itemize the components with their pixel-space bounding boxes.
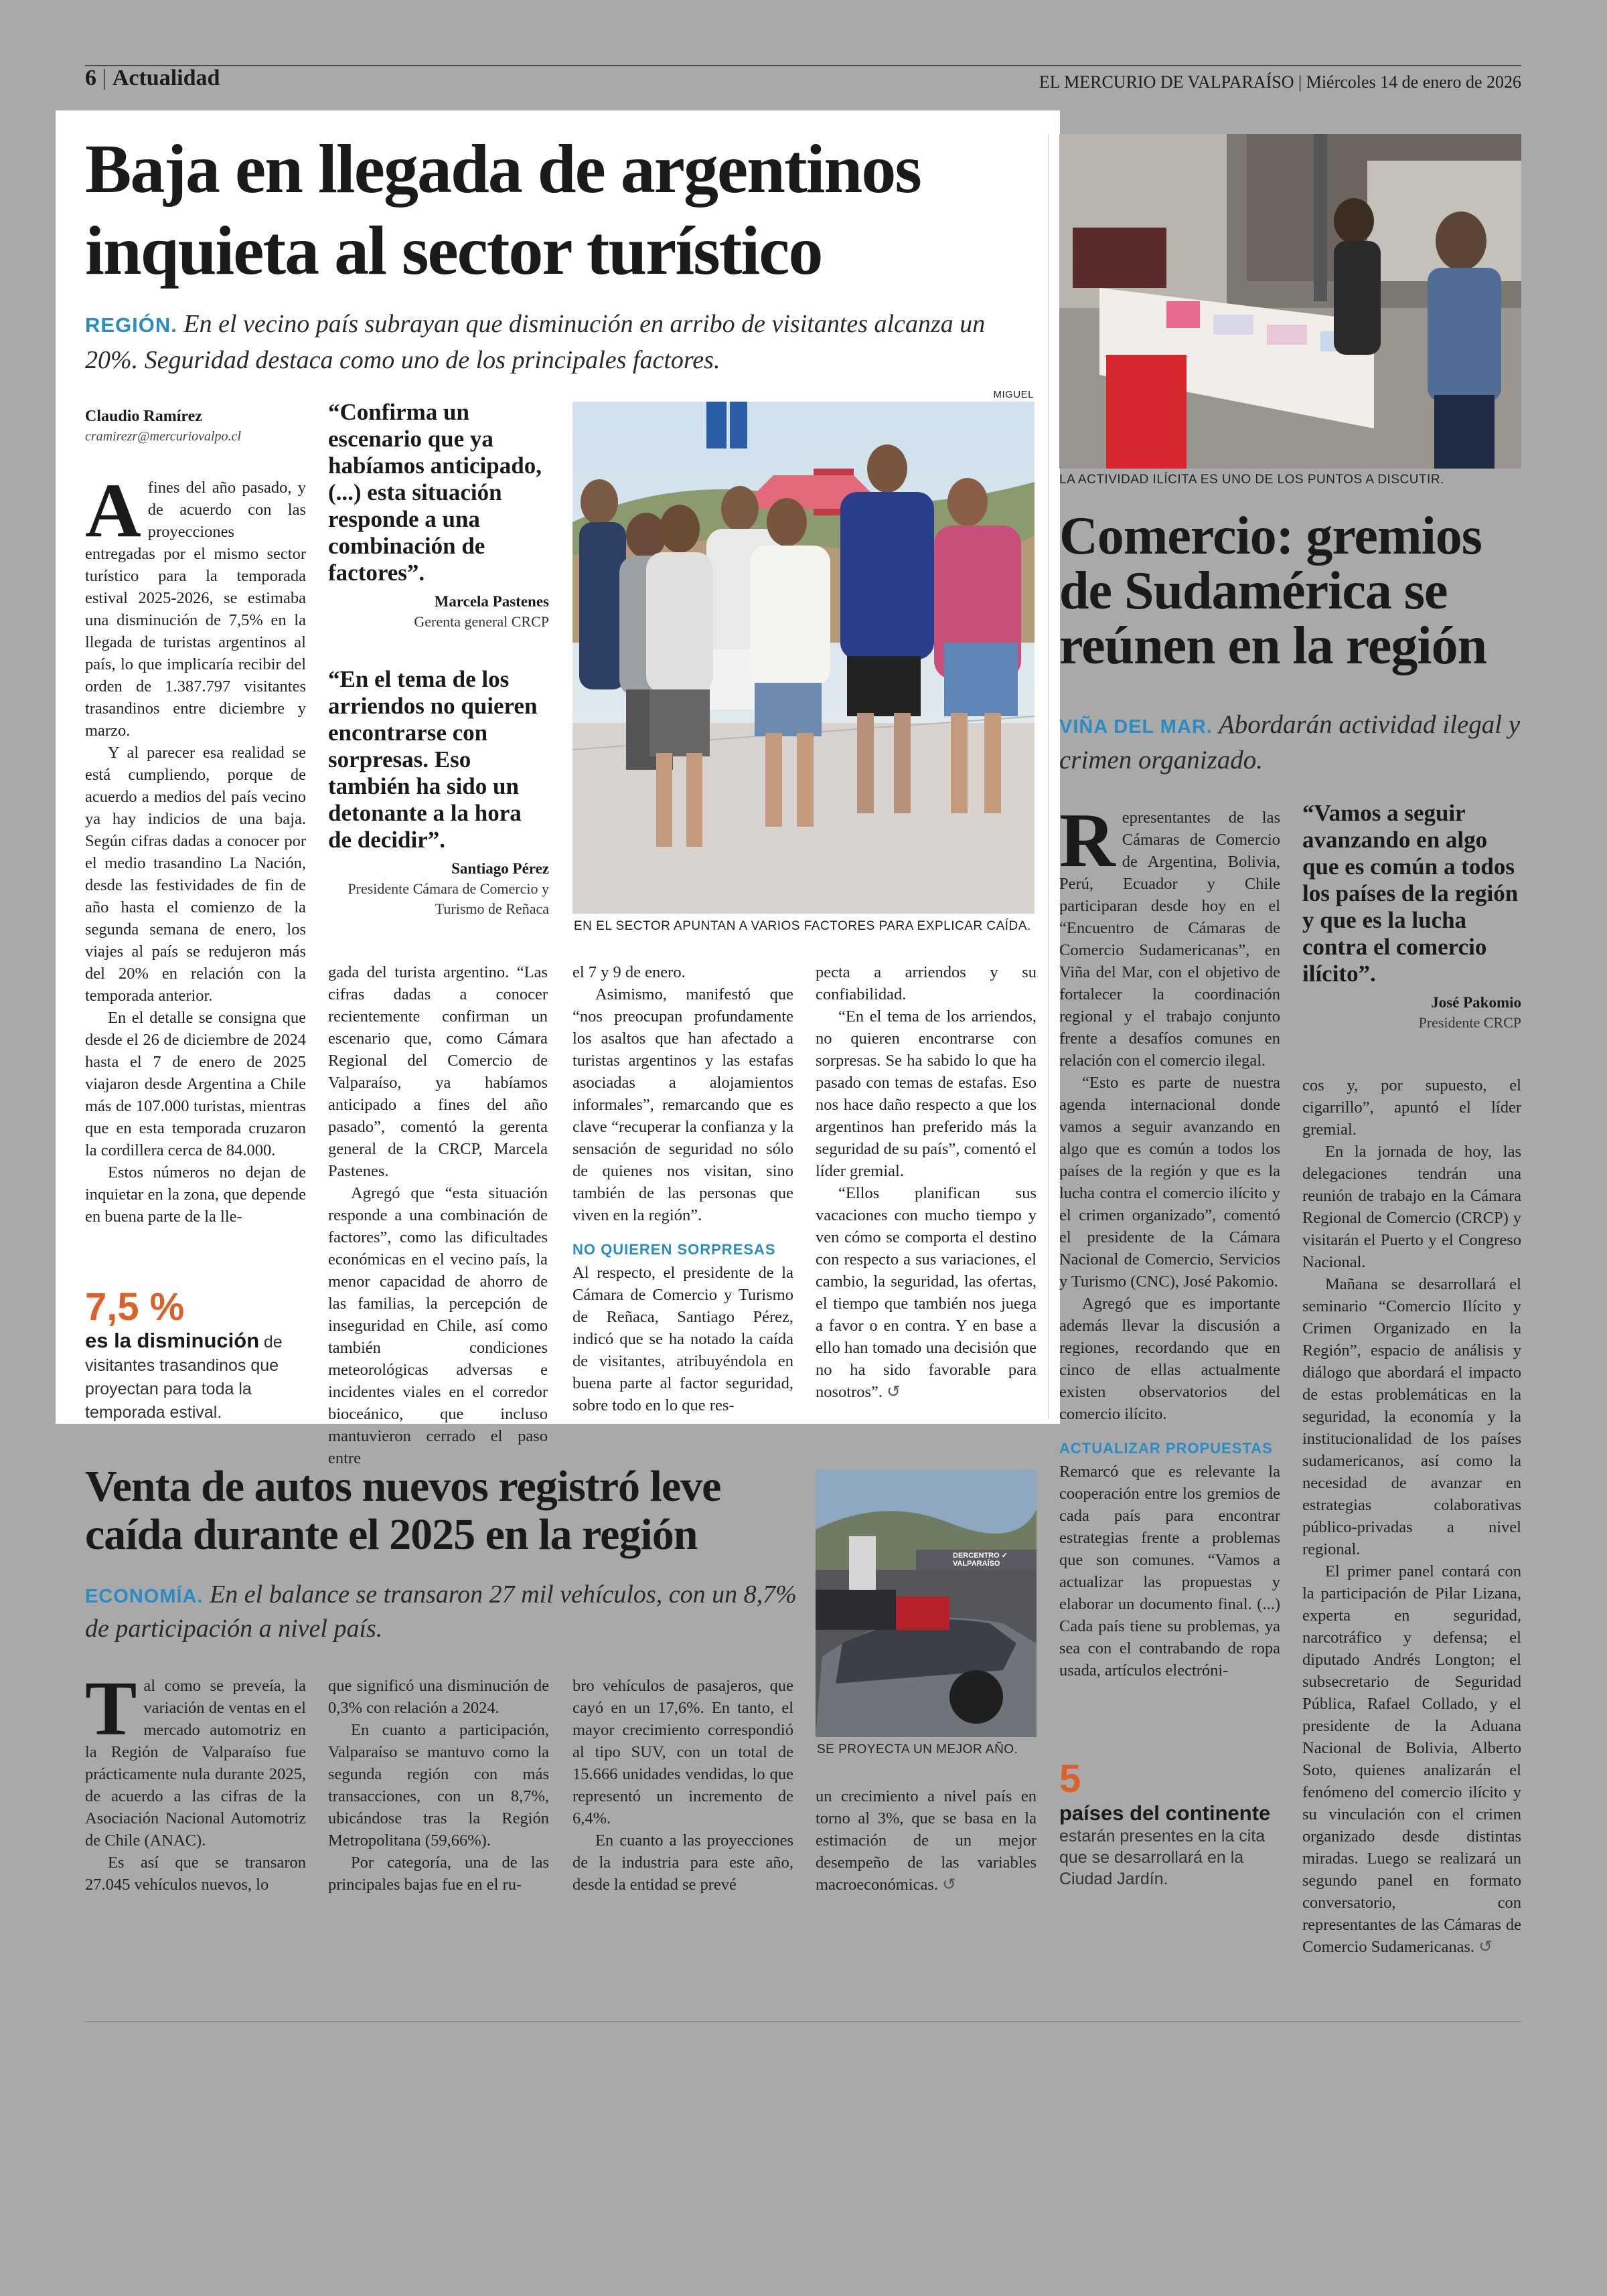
section-name: Actualidad bbox=[112, 66, 220, 90]
main-col4-p3 bbox=[816, 1182, 1037, 1403]
cars-kicker: ECONOMÍA. bbox=[85, 1586, 204, 1607]
main-quote-1-text: “Confirma un escenario que ya habíamos anticipado, (...) esta situación responde a una combinación de factores”. bbox=[328, 399, 542, 586]
author-email: cramirezr@mercuriovalpo.cl bbox=[85, 429, 241, 444]
cars-deck bbox=[85, 1578, 808, 1645]
dealer-sign: DERCENTRO ✓ VALPARAÍSO bbox=[953, 1552, 1008, 1568]
main-stat-box bbox=[85, 1285, 313, 1424]
commerce-photo bbox=[1059, 134, 1521, 469]
main-stat-desc: de visitantes trasandinos que proyectan para toda la temporada estival. bbox=[85, 1333, 283, 1422]
main-photo-credit: MIGUEL bbox=[993, 389, 1034, 400]
main-col1-p3: En el detalle se consigna que desde el 26 de diciembre de 2024 hasta el 7 de enero de 2025 viajaron desde Argentina a Chile más de 107.000 turistas, mientras que en esta temporada cruzaron la cordillera cerca de 84.000. bbox=[85, 1009, 306, 1159]
main-col1-p2: Y al parecer esa realidad se está cumpliendo, porque de acuerdo a medios del país vecino ya hay indicios de una baja. Según cifras dadas a conocer por el medio trasandino La Nación, desde las festividades de fin de año hasta el comienzo de la segunda semana de enero, los viajes al país se redujeron más del 20% en relación con la temporada anterior. bbox=[85, 744, 306, 1005]
cars-col1-p2: Es así que se transaron 27.045 vehículos nuevos, lo bbox=[85, 1854, 306, 1894]
main-col2-p2: Agregó que “esta situación responde a una combinación de factores”, como las dificultades económicas en el vecino país, la menor capacidad de ahorro de las familias, la percepción de inseguridad en Chile, así como también condiciones meteorológicas adversas e incidentes viales en el corredor bioceánico, que incluso mantuvieron cerrado el paso entre bbox=[328, 1184, 548, 1467]
cars-col4-p1 bbox=[816, 1785, 1037, 1896]
commerce-headline bbox=[1059, 509, 1521, 673]
cars-deck-text: En el balance se transaron 27 mil vehículos, con un 8,7% de participación a nivel país. bbox=[85, 1580, 797, 1643]
commerce-col2-p2: En la jornada de hoy, las delegaciones tendrán una reunión de trabajo en la Cámara Regional de Comercio (CRCP) y visitarán el Puerto y el Congreso Nacional. bbox=[1302, 1143, 1521, 1271]
commerce-col2-p4 bbox=[1302, 1560, 1521, 1958]
commerce-col2 bbox=[1302, 1074, 1521, 1958]
cars-drop-cap: T bbox=[85, 1666, 137, 1752]
main-col1-p4: Estos números no dejan de inquietar en la zona, que depende en buena parte de la lle- bbox=[85, 1163, 306, 1226]
publication-name: EL MERCURIO DE VALPARAÍSO bbox=[1039, 72, 1294, 92]
cars-col3 bbox=[572, 1675, 793, 1896]
commerce-col1-p1: epresentantes de las Cámaras de Comercio de Argentina, Bolivia, Perú, Ecuador y Chile participaran desde hoy en el “Encuentro de Cámaras de Comercio Sudamericanas”, en Viña del Mar, con el objetivo de fortalecer la coordinación regional y el trabajo conjunto frente a desafíos comunes en relación con el comercio ilegal. bbox=[1059, 809, 1280, 1070]
page-number: 6 bbox=[85, 66, 96, 90]
commerce-stat-value: 5 bbox=[1059, 1757, 1081, 1801]
main-col1 bbox=[85, 468, 306, 1228]
main-quote-1-name: Marcela Pastenes bbox=[434, 593, 549, 610]
main-drop-cap: A bbox=[85, 468, 141, 554]
main-quote-2 bbox=[328, 666, 549, 919]
cars-photo-caption: SE PROYECTA UN MEJOR AÑO. bbox=[817, 1742, 1018, 1756]
commerce-col1-p4: Remarcó que es relevante la cooperación entre los gremios de cada país para encontrar estrategias frente a problemas que son comunes. “Vamos a actualizar las propuestas y elaborar un documento final. (...) Cada país tiene su problemas, ya sea con el contrabando de ropa usada, artículos electróni- bbox=[1059, 1463, 1280, 1679]
commerce-col1 bbox=[1059, 798, 1280, 1682]
page-folio-right: EL MERCURIO DE VALPARAÍSO | Miércoles 14 de enero de 2026 bbox=[1039, 72, 1521, 92]
main-quote-2-text: “En el tema de los arriendos no quieren encontrarse con sorpresas. Eso también ha sido un detonante a la hora de decidir”. bbox=[328, 666, 538, 853]
commerce-subhead: ACTUALIZAR PROPUESTAS bbox=[1059, 1440, 1273, 1457]
commerce-col1-p2: “Esto es parte de nuestra agenda internacional donde vamos a seguir avanzando en algo que es común a todos los países de la región y que es la lucha contra el comercio ilícito y el crimen organizado”, comentó el presidente de la Cámara Nacional de Comercio, Servicios y Turismo (CNC), José Pakomio. bbox=[1059, 1074, 1280, 1291]
cars-headline-line1: Venta de autos nuevos registró leve bbox=[85, 1462, 721, 1511]
cars-col2-p2: En cuanto a participación, Valparaíso se mantuvo como la segunda región con más transacciones, con un 8,7%, ubicándose tras la Región Metropolitana (59,66%). bbox=[328, 1721, 549, 1850]
cars-col4 bbox=[816, 1785, 1037, 1896]
commerce-quote-name: José Pakomio bbox=[1431, 994, 1521, 1011]
main-col3-p1: el 7 y 9 de enero. bbox=[572, 963, 686, 981]
cars-col4-text: un crecimiento a nivel país en torno al 3%, que se basa en la estimación de un mejor desempeño de las variables macroeconómicas. bbox=[816, 1787, 1037, 1894]
main-quote-1 bbox=[328, 399, 549, 632]
cars-col2 bbox=[328, 1675, 549, 1896]
commerce-quote-text: “Vamos a seguir avanzando en algo que es común a todos los países de la región y que es la lucha contra el comercio ilícito”. bbox=[1302, 800, 1519, 987]
issue-date: Miércoles 14 de enero de 2026 bbox=[1306, 72, 1521, 92]
cars-col3-p2: En cuanto a las proyecciones de la industria para este año, desde la entidad se prevé bbox=[572, 1831, 793, 1894]
main-subhead: NO QUIEREN SORPRESAS bbox=[572, 1241, 776, 1258]
page-folio-left: 6 | Actualidad bbox=[85, 66, 220, 90]
main-col4 bbox=[816, 961, 1037, 1403]
commerce-stat-box bbox=[1059, 1757, 1280, 1890]
cars-photo bbox=[816, 1469, 1037, 1737]
main-col4-p3-text: “Ellos planifican sus vacaciones con mucho tiempo y ven cómo se comporta el destino con respecto a sus variaciones, el cambio, la seguridad, las ofertas, el tiempo que también nos juega a favor o en contra. Y en base a ello han tomado una decisión que no ha sido favorable para nosotros”. bbox=[816, 1184, 1037, 1401]
main-deck-text: En el vecino país subrayan que disminución en arribo de visitantes alcanza un 20%. Seguridad destaca como uno de los principales factores. bbox=[85, 310, 986, 374]
cars-col3-p1: bro vehículos de pasajeros, que cayó en un 17,6%. En tanto, el mayor crecimiento correspondió al tipo SUV, con un total de 15.666 unidades vendidas, lo que representó un incremento de 6,4%. bbox=[572, 1677, 793, 1827]
main-headline-line1: Baja en llegada de argentinos bbox=[85, 131, 921, 208]
main-quote-2-name: Santiago Pérez bbox=[451, 860, 549, 877]
commerce-quote-role: Presidente CRCP bbox=[1418, 1014, 1521, 1031]
car-dealership-illustration bbox=[816, 1469, 1037, 1737]
main-col2 bbox=[328, 961, 548, 1469]
cars-end-mark: ↺ bbox=[942, 1876, 956, 1894]
main-col1-p1: fines del año pasado, y de acuerdo con las proyecciones entregadas por el mismo sector turístico para la temporada estival 2025-2026, se estimaba una disminución de 7,5% en la llegada de turistas argentinos al país, lo que implicaría recibir del orden de 1.387.797 visitantes trasandinos entre diciembre y marzo. bbox=[85, 479, 306, 740]
street-vendors-illustration bbox=[1059, 134, 1521, 469]
commerce-headline-line2: de Sudamérica se bbox=[1059, 562, 1448, 621]
cars-col2-p3: Por categoría, una de las principales bajas fue en el ru- bbox=[328, 1854, 549, 1894]
commerce-end-mark: ↺ bbox=[1478, 1938, 1493, 1956]
main-deck bbox=[85, 307, 1036, 378]
commerce-kicker: VIÑA DEL MAR. bbox=[1059, 716, 1213, 738]
main-quote-2-role: Presidente Cámara de Comercio y Turismo de Reñaca bbox=[348, 880, 549, 917]
main-col4-p1: pecta a arriendos y su confiabilidad. bbox=[816, 963, 1037, 1003]
commerce-deck-text: Abordarán actividad ilegal y crimen organizado. bbox=[1059, 710, 1521, 774]
main-col4-p2: “En el tema de los arriendos, no quieren encontrarse con sorpresas. Se ha sabido lo que ha pasado con temas de estafas. Eso nos hace daño respecto a que los argentinos han preferido más la seguridad de su país”, comentó el líder gremial. bbox=[816, 1007, 1037, 1180]
commerce-quote bbox=[1302, 800, 1521, 1033]
main-headline bbox=[85, 129, 1049, 292]
cars-col1 bbox=[85, 1666, 306, 1896]
main-col2-p1: gada del turista argentino. “Las cifras dadas a conocer recientemente confirman un escenario que, como Cámara Regional del Comercio de Valparaíso, ya habíamos anticipado a fines del año pasado”, comentó la gerenta general de la CRCP, Marcela Pastenes. bbox=[328, 963, 548, 1180]
main-stat-label: es la disminución bbox=[85, 1329, 260, 1352]
commerce-photo-caption: LA ACTIVIDAD ILÍCITA ES UNO DE LOS PUNTOS A DISCUTIR. bbox=[1059, 473, 1444, 487]
main-photo-caption: EN EL SECTOR APUNTAN A VARIOS FACTORES PARA EXPLICAR CAÍDA. bbox=[574, 919, 1031, 933]
commerce-stat-label: países del continente bbox=[1059, 1801, 1271, 1825]
main-col3-p2: Asimismo, manifestó que “nos preocupan profundamente los asaltos que han afectado a turistas argentinos y las estafas asociadas a alojamientos informales”, remarcando que es clave “recuperar la confianza y la sensación de seguridad no sólo de quienes nos visitan, sino también de las personas que viven en la región”. bbox=[572, 985, 793, 1224]
main-end-mark: ↺ bbox=[887, 1383, 901, 1401]
cars-headline bbox=[85, 1463, 822, 1559]
top-rule bbox=[85, 65, 1521, 66]
commerce-headline-line1: Comercio: gremios bbox=[1059, 507, 1482, 566]
commerce-col1-p3: Agregó que es importante además llevar la discusión a regiones, recordando que en cinco de ellas actualmente existen observatorios del comercio ilícito. bbox=[1059, 1295, 1280, 1423]
main-col3-p3: Al respecto, el presidente de la Cámara de Comercio y Turismo de Reñaca, Santiago Pérez, indicó que se ha notado la caída de visitantes, atribuyéndola en buena parte al factor seguridad, sobre todo en lo que res- bbox=[572, 1264, 793, 1414]
main-headline-line2: inquieta al sector turístico bbox=[85, 212, 822, 289]
main-byline bbox=[85, 406, 306, 446]
commerce-deck bbox=[1059, 708, 1521, 777]
tourists-photo-illustration bbox=[572, 402, 1035, 914]
cars-headline-line2: caída durante el 2025 en la región bbox=[85, 1510, 698, 1559]
cars-col2-p1: que significó una disminución de 0,3% con relación a 2024. bbox=[328, 1677, 549, 1717]
commerce-headline-line3: reúnen en la región bbox=[1059, 617, 1487, 675]
main-stat-value: 7,5 % bbox=[85, 1285, 185, 1329]
cars-col1-p1: al como se preveía, la variación de ventas en el mercado automotriz en la Región de Valparaíso fue prácticamente nula durante 2025, de acuerdo a las cifras de la Asociación Nacional Automotriz de Chile (ANAC). bbox=[85, 1677, 306, 1850]
main-col3 bbox=[572, 961, 793, 1416]
main-photo bbox=[572, 402, 1035, 914]
main-quote-1-role: Gerenta general CRCP bbox=[414, 613, 549, 630]
main-right-divider bbox=[1048, 134, 1049, 1419]
commerce-stat-desc: estarán presentes en la cita que se desarrollará en la Ciudad Jardín. bbox=[1059, 1827, 1266, 1888]
commerce-col2-p1: cos y, por supuesto, el cigarrillo”, apuntó el líder gremial. bbox=[1302, 1076, 1521, 1139]
author-name: Claudio Ramírez bbox=[85, 408, 202, 425]
commerce-drop-cap: R bbox=[1059, 798, 1116, 884]
commerce-col2-p4-text: El primer panel contará con la participación de Pilar Lizana, experta en seguridad, narcotráfico y defensa; el diputado Andrés Longton; el subsecretario de Seguridad Pública, Rafael Collado, y el presidente de la Aduana Nacional de Bolivia, Alberto Soto, quienes analizarán el fenómeno del comercio ilícito y su vinculación con el crimen organizado desde distintas miradas. Luego se realizará un segundo panel en formato conversatorio, con representantes de las Cámaras de Comercio Sudamericanas. bbox=[1302, 1562, 1521, 1956]
main-kicker: REGIÓN. bbox=[85, 313, 177, 337]
commerce-col2-p3: Mañana se desarrollará el seminario “Comercio Ilícito y Crimen Organizado en la Región”, espacio de análisis y diálogo que abordará el impacto de estas problemáticas en la seguridad, la economía y la institucionalidad de los países sudamericanos, así como la necesidad de avanzar en estrategias colaborativas público-privadas a nivel regional. bbox=[1302, 1275, 1521, 1558]
